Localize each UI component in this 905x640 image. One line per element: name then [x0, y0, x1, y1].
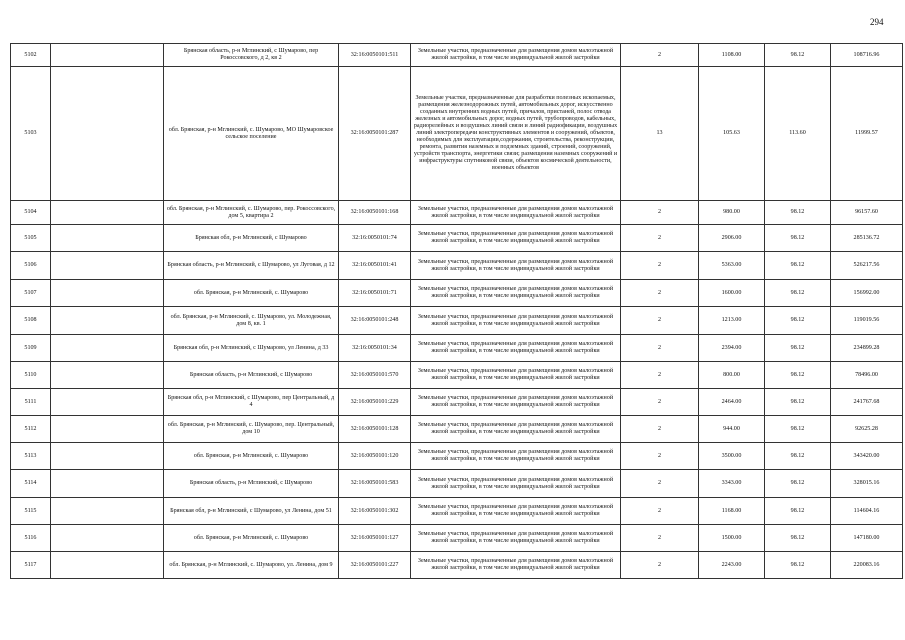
- table-row: [11, 416, 903, 443]
- cadastral-value-cell: 343420.00: [831, 443, 903, 470]
- land-parcels-table: [10, 43, 903, 579]
- table-row: [11, 389, 903, 416]
- address-cell: Брянская область, р-н Мглинский, с Шумарово, пер Рокоссовского, д 2, кв 2: [164, 44, 339, 67]
- address-cell: обл. Брянская, р-н Мглинский, с. Шумарово, пер. Рокоссовского, дом 5, квартира 2: [164, 201, 339, 225]
- empty-cell: [51, 225, 164, 252]
- table-row: [11, 335, 903, 362]
- row-number-cell: 5104: [11, 201, 51, 225]
- table-row: [11, 225, 903, 252]
- row-number-cell: 5111: [11, 389, 51, 416]
- permitted-use-cell: Земельные участки, предназначенные для размещения домов малоэтажной жилой застройки, в том числе индивидуальной жилой застройки: [411, 552, 621, 579]
- cadastral-number-cell: 32:16:0050101:34: [339, 335, 411, 362]
- cadastral-number-cell: 32:16:0050101:229: [339, 389, 411, 416]
- area-cell: 980.00: [699, 201, 765, 225]
- cadastral-number-cell: 32:16:0050101:511: [339, 44, 411, 67]
- permitted-use-cell: Земельные участки, предназначенные для размещения домов малоэтажной жилой застройки, в том числе индивидуальной жилой застройки: [411, 44, 621, 67]
- address-cell: Брянская область, р-н Мглинский, с Шумарово: [164, 470, 339, 498]
- permitted-use-cell: Земельные участки, предназначенные для размещения домов малоэтажной жилой застройки, в том числе индивидуальной жилой застройки: [411, 252, 621, 280]
- table-row: [11, 498, 903, 525]
- address-cell: обл. Брянская, р-н Мглинский, с. Шумарово, МО Шумаровское сельское поселение: [164, 67, 339, 201]
- area-cell: 2394.00: [699, 335, 765, 362]
- address-cell: Брянская обл, р-н Мглинский, с Шумарово, ул Ленина, дом 51: [164, 498, 339, 525]
- area-cell: 2464.00: [699, 389, 765, 416]
- area-cell: 1600.00: [699, 280, 765, 307]
- group-code-cell: 2: [621, 470, 699, 498]
- area-cell: 2243.00: [699, 552, 765, 579]
- address-cell: обл. Брянская, р-н Мглинский, с. Шумарово, ул. Ленина, дом 9: [164, 552, 339, 579]
- cadastral-number-cell: 32:16:0050101:227: [339, 552, 411, 579]
- area-cell: 3500.00: [699, 443, 765, 470]
- group-code-cell: 2: [621, 362, 699, 389]
- cadastral-value-cell: 241767.68: [831, 389, 903, 416]
- row-number-cell: 5113: [11, 443, 51, 470]
- permitted-use-cell: Земельные участки, предназначенные для размещения домов малоэтажной жилой застройки, в том числе индивидуальной жилой застройки: [411, 470, 621, 498]
- empty-cell: [51, 470, 164, 498]
- unit-value-cell: 98.12: [765, 362, 831, 389]
- cadastral-value-cell: 156992.00: [831, 280, 903, 307]
- permitted-use-cell: Земельные участки, предназначенные для размещения домов малоэтажной жилой застройки, в том числе индивидуальной жилой застройки: [411, 307, 621, 335]
- cadastral-number-cell: 32:16:0050101:128: [339, 416, 411, 443]
- area-cell: 105.63: [699, 67, 765, 201]
- permitted-use-cell: Земельные участки, предназначенные для размещения домов малоэтажной жилой застройки, в том числе индивидуальной жилой застройки: [411, 389, 621, 416]
- unit-value-cell: 98.12: [765, 280, 831, 307]
- row-number-cell: 5106: [11, 252, 51, 280]
- row-number-cell: 5108: [11, 307, 51, 335]
- empty-cell: [51, 525, 164, 552]
- row-number-cell: 5116: [11, 525, 51, 552]
- empty-cell: [51, 307, 164, 335]
- cadastral-number-cell: 32:16:0050101:41: [339, 252, 411, 280]
- group-code-cell: 2: [621, 335, 699, 362]
- cadastral-number-cell: 32:16:0050101:248: [339, 307, 411, 335]
- address-cell: Брянская обл, р-н Мглинский, с Шумарово, пер Центральный, д 4: [164, 389, 339, 416]
- address-cell: обл. Брянская, р-н Мглинский, с. Шумарово, ул. Молодежная, дом 8, кв. 1: [164, 307, 339, 335]
- unit-value-cell: 98.12: [765, 389, 831, 416]
- row-number-cell: 5105: [11, 225, 51, 252]
- area-cell: 944.00: [699, 416, 765, 443]
- area-cell: 1500.00: [699, 525, 765, 552]
- area-cell: 800.00: [699, 362, 765, 389]
- address-cell: обл. Брянская, р-н Мглинский, с. Шумарово, пер. Центральный, дом 10: [164, 416, 339, 443]
- address-cell: обл. Брянская, р-н Мглинский, с. Шумарово: [164, 525, 339, 552]
- table-row: [11, 67, 903, 201]
- group-code-cell: 2: [621, 552, 699, 579]
- unit-value-cell: 98.12: [765, 201, 831, 225]
- permitted-use-cell: Земельные участки, предназначенные для размещения домов малоэтажной жилой застройки, в том числе индивидуальной жилой застройки: [411, 498, 621, 525]
- cadastral-value-cell: 328015.16: [831, 470, 903, 498]
- area-cell: 5363.00: [699, 252, 765, 280]
- group-code-cell: 2: [621, 389, 699, 416]
- row-number-cell: 5115: [11, 498, 51, 525]
- cadastral-value-cell: 78496.00: [831, 362, 903, 389]
- permitted-use-cell: Земельные участки, предназначенные для разработки полезных ископаемых, размещения железнодорожных путей, автомобильных дорог, искусственно созданных внутренних водных путей, причалов, пристаней, полос отвода железных и автомобильных дорог, водных путей, трубопроводов, кабельных, радиорелейных и воздушных линий связи и линий радиофикации, воздушных линий электропередачи конструктивных элементов и сооружений, объектов, необходимых для эксплуатации,содержания, строительства, реконструкции, ремонта, развития наземных и подземных зданий, строений, сооружений, устройств транспорта, энергетики связи; размещения наземных сооружений и инфраструктуры спутниковой связи, объектов космической деятельности, военных объектов: [411, 67, 621, 201]
- cadastral-value-cell: 147180.00: [831, 525, 903, 552]
- cadastral-number-cell: 32:16:0050101:120: [339, 443, 411, 470]
- empty-cell: [51, 362, 164, 389]
- group-code-cell: 2: [621, 525, 699, 552]
- empty-cell: [51, 44, 164, 67]
- address-cell: обл. Брянская, р-н Мглинский, с. Шумарово: [164, 443, 339, 470]
- group-code-cell: 2: [621, 443, 699, 470]
- group-code-cell: 2: [621, 498, 699, 525]
- cadastral-value-cell: 92625.28: [831, 416, 903, 443]
- empty-cell: [51, 280, 164, 307]
- permitted-use-cell: Земельные участки, предназначенные для размещения домов малоэтажной жилой застройки, в том числе индивидуальной жилой застройки: [411, 525, 621, 552]
- unit-value-cell: 98.12: [765, 498, 831, 525]
- area-cell: 1168.00: [699, 498, 765, 525]
- permitted-use-cell: Земельные участки, предназначенные для размещения домов малоэтажной жилой застройки, в том числе индивидуальной жилой застройки: [411, 225, 621, 252]
- empty-cell: [51, 416, 164, 443]
- cadastral-number-cell: 32:16:0050101:583: [339, 470, 411, 498]
- empty-cell: [51, 201, 164, 225]
- permitted-use-cell: Земельные участки, предназначенные для размещения домов малоэтажной жилой застройки, в том числе индивидуальной жилой застройки: [411, 362, 621, 389]
- empty-cell: [51, 335, 164, 362]
- row-number-cell: 5114: [11, 470, 51, 498]
- table-row: [11, 280, 903, 307]
- group-code-cell: 2: [621, 416, 699, 443]
- empty-cell: [51, 67, 164, 201]
- table-row: [11, 470, 903, 498]
- table-row: [11, 552, 903, 579]
- group-code-cell: 2: [621, 280, 699, 307]
- permitted-use-cell: Земельные участки, предназначенные для размещения домов малоэтажной жилой застройки, в том числе индивидуальной жилой застройки: [411, 280, 621, 307]
- permitted-use-cell: Земельные участки, предназначенные для размещения домов малоэтажной жилой застройки, в том числе индивидуальной жилой застройки: [411, 416, 621, 443]
- unit-value-cell: 98.12: [765, 443, 831, 470]
- permitted-use-cell: Земельные участки, предназначенные для размещения домов малоэтажной жилой застройки, в том числе индивидуальной жилой застройки: [411, 201, 621, 225]
- row-number-cell: 5102: [11, 44, 51, 67]
- empty-cell: [51, 552, 164, 579]
- row-number-cell: 5112: [11, 416, 51, 443]
- cadastral-value-cell: 234899.28: [831, 335, 903, 362]
- page-number: 294: [870, 17, 884, 27]
- unit-value-cell: 98.12: [765, 252, 831, 280]
- empty-cell: [51, 389, 164, 416]
- table-row: [11, 44, 903, 67]
- address-cell: Брянская обл, р-н Мглинский, с Шумарово, ул Ленина, д 33: [164, 335, 339, 362]
- row-number-cell: 5107: [11, 280, 51, 307]
- group-code-cell: 2: [621, 307, 699, 335]
- table-row: [11, 307, 903, 335]
- row-number-cell: 5103: [11, 67, 51, 201]
- cadastral-value-cell: 96157.60: [831, 201, 903, 225]
- unit-value-cell: 98.12: [765, 470, 831, 498]
- unit-value-cell: 98.12: [765, 525, 831, 552]
- unit-value-cell: 98.12: [765, 335, 831, 362]
- unit-value-cell: 98.12: [765, 552, 831, 579]
- cadastral-number-cell: 32:16:0050101:71: [339, 280, 411, 307]
- table-row: [11, 362, 903, 389]
- empty-cell: [51, 252, 164, 280]
- cadastral-value-cell: 11999.57: [831, 67, 903, 201]
- table-body: [11, 44, 903, 579]
- group-code-cell: 2: [621, 225, 699, 252]
- cadastral-number-cell: 32:16:0050101:127: [339, 525, 411, 552]
- cadastral-number-cell: 32:16:0050101:302: [339, 498, 411, 525]
- cadastral-value-cell: 285136.72: [831, 225, 903, 252]
- cadastral-number-cell: 32:16:0050101:287: [339, 67, 411, 201]
- unit-value-cell: 113.60: [765, 67, 831, 201]
- cadastral-number-cell: 32:16:0050101:168: [339, 201, 411, 225]
- unit-value-cell: 98.12: [765, 225, 831, 252]
- cadastral-number-cell: 32:16:0050101:570: [339, 362, 411, 389]
- row-number-cell: 5117: [11, 552, 51, 579]
- permitted-use-cell: Земельные участки, предназначенные для размещения домов малоэтажной жилой застройки, в том числе индивидуальной жилой застройки: [411, 443, 621, 470]
- address-cell: Брянская область, р-н Мглинский, с Шумарово, ул Луговая, д 12: [164, 252, 339, 280]
- table-row: [11, 201, 903, 225]
- unit-value-cell: 98.12: [765, 416, 831, 443]
- row-number-cell: 5110: [11, 362, 51, 389]
- area-cell: 1213.00: [699, 307, 765, 335]
- row-number-cell: 5109: [11, 335, 51, 362]
- address-cell: обл. Брянская, р-н Мглинский, с. Шумарово: [164, 280, 339, 307]
- cadastral-value-cell: 526217.56: [831, 252, 903, 280]
- table-row: [11, 525, 903, 552]
- cadastral-value-cell: 114604.16: [831, 498, 903, 525]
- area-cell: 3343.00: [699, 470, 765, 498]
- unit-value-cell: 98.12: [765, 44, 831, 67]
- unit-value-cell: 98.12: [765, 307, 831, 335]
- table-row: [11, 252, 903, 280]
- cadastral-value-cell: 108716.96: [831, 44, 903, 67]
- table-row: [11, 443, 903, 470]
- cadastral-value-cell: 119019.56: [831, 307, 903, 335]
- empty-cell: [51, 443, 164, 470]
- empty-cell: [51, 498, 164, 525]
- cadastral-number-cell: 32:16:0050101:74: [339, 225, 411, 252]
- address-cell: Брянская область, р-н Мглинский, с Шумарово: [164, 362, 339, 389]
- group-code-cell: 2: [621, 201, 699, 225]
- group-code-cell: 2: [621, 44, 699, 67]
- permitted-use-cell: Земельные участки, предназначенные для размещения домов малоэтажной жилой застройки, в том числе индивидуальной жилой застройки: [411, 335, 621, 362]
- group-code-cell: 2: [621, 252, 699, 280]
- area-cell: 1108.00: [699, 44, 765, 67]
- cadastral-value-cell: 220083.16: [831, 552, 903, 579]
- area-cell: 2906.00: [699, 225, 765, 252]
- group-code-cell: 13: [621, 67, 699, 201]
- address-cell: Брянская обл, р-н Мглинский, с Шумарово: [164, 225, 339, 252]
